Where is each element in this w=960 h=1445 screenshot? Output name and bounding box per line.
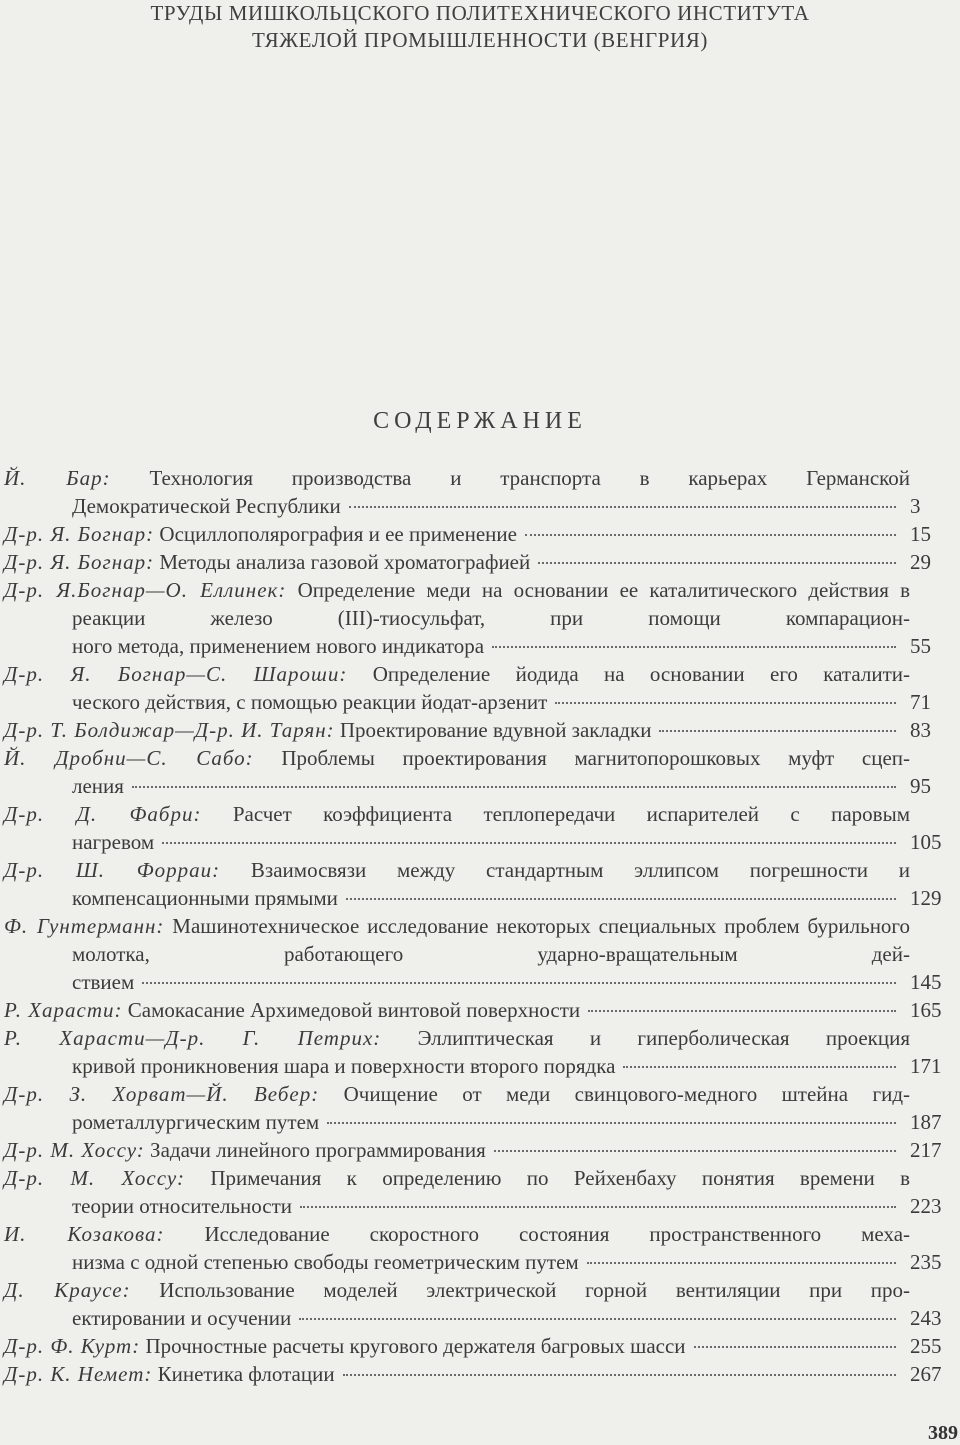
toc-entry-page: 29: [910, 550, 931, 574]
toc-entry-title-line: Исследование скоростного состояния пространственного меха-: [204, 1222, 911, 1246]
toc-entry-page: 267: [910, 1362, 942, 1386]
toc-entry-page: 145: [910, 970, 942, 994]
leader-dots: [494, 1150, 896, 1152]
toc-entry: [4, 800, 956, 856]
toc-entry-title-line: Кинетика флотации: [157, 1362, 335, 1386]
leader-dots: [346, 898, 896, 900]
toc-entry-title-line: Эллиптическая и гиперболическая проекция: [417, 1026, 910, 1050]
toc-entry-title-line: Определение меди на основании ее каталитического: [297, 578, 798, 602]
toc-entry-author: Д. Краусе:: [4, 1278, 131, 1302]
toc-entry-title-line: Расчет коэффициента теплопередачи испарителей с паровым: [232, 802, 910, 826]
toc-entry-page: 171: [910, 1054, 942, 1078]
toc-entry-title-line: нагревом: [72, 830, 155, 854]
leader-dots: [132, 786, 896, 788]
toc-entry-author: Д-р. Т. Болдижар—Д-р. И. Тарян:: [4, 718, 335, 742]
toc-entry-page: 165: [910, 998, 942, 1022]
toc-entry-title-line: кривой проникновения шара и поверхности второго порядка: [72, 1054, 616, 1078]
toc-entry-title-line: рометаллургическим путем: [72, 1110, 320, 1134]
toc-entry-author: Д-р. Ш. Форраи:: [4, 858, 221, 882]
toc-entry-title-line: Осциллополярография и ее применение: [159, 522, 517, 546]
toc-entry-title-line: Примечания к определению по Рейхенбаху понятия времени в: [210, 1166, 911, 1190]
toc-entry-page: 71: [910, 690, 931, 714]
toc-entry-title-line: ческого действия, с помощью реакции йодат-арзенит: [72, 690, 548, 714]
leader-dots: [659, 730, 896, 732]
toc-entry-title-line: ного метода, применением нового индикатора: [72, 634, 485, 658]
toc-entry: [4, 1332, 956, 1360]
toc-entry-title-line: Методы анализа газовой хроматографией: [159, 550, 531, 574]
toc-entry-author: Д-р. Ф. Курт:: [4, 1334, 141, 1358]
toc-entry-author: Д-р. М. Хоссу:: [4, 1138, 145, 1162]
toc-entry-author: Д-р. Я.Богнар—О. Еллинек:: [4, 578, 287, 602]
toc-entry-page: 55: [910, 634, 931, 658]
leader-dots: [349, 506, 896, 508]
toc-entry-title-line: теории относительности: [72, 1194, 292, 1218]
toc-entry-title-line: ствием: [72, 970, 135, 994]
toc-entry: [4, 1276, 956, 1332]
toc-entry: [4, 912, 956, 996]
toc-entry-title-line: Проблемы проектирования магнитопорошковых муфт сцеп-: [281, 746, 911, 770]
toc-entry: [4, 1024, 956, 1080]
toc-entry-title-line: Машинотехническое исследование некоторых специальных: [172, 914, 717, 938]
toc-entry-author: Д-р. Я. Богнар:: [4, 550, 155, 574]
toc-entry-title-line: Самокасание Архимедовой винтовой поверхности: [127, 998, 581, 1022]
toc-entry-author: Д-р. Я. Богнар—С. Шароши:: [4, 662, 348, 686]
toc-entry-title-line: действия в реакции железо (III)-тиосульфат, при помощи компарацион-: [72, 578, 911, 630]
leader-dots: [492, 646, 896, 648]
toc-entry-title-line: проблем бурильного молотка, работающего ударно-вращательным дей-: [72, 914, 911, 966]
leader-dots: [623, 1066, 896, 1068]
toc-entry-page: 255: [910, 1334, 942, 1358]
toc-entry-page: 243: [910, 1306, 942, 1330]
table-of-contents: [4, 464, 956, 1388]
toc-entry-author: Ф. Гунтерманн:: [4, 914, 165, 938]
toc-entry-page: 105: [910, 830, 942, 854]
toc-entry-page: 223: [910, 1194, 942, 1218]
page-number: 389: [928, 1422, 958, 1444]
toc-entry-page: 129: [910, 886, 942, 910]
toc-entry-page: 217: [910, 1138, 942, 1162]
toc-entry-page: 3: [910, 494, 921, 518]
toc-entry-title-line: ления: [72, 774, 124, 798]
header-line-1: ТРУДЫ МИШКОЛЬЦСКОГО ПОЛИТЕХНИЧЕСКОГО ИНСТИТУТА: [150, 1, 810, 25]
running-header: [0, 0, 960, 54]
toc-entry: [4, 576, 956, 660]
toc-entry-page: 15: [910, 522, 931, 546]
toc-entry-author: Р. Харасти:: [4, 998, 123, 1022]
toc-entry-page: 95: [910, 774, 931, 798]
toc-entry: [4, 1360, 956, 1388]
toc-entry-title-line: низма с одной степенью свободы геометрическим путем: [72, 1250, 579, 1274]
toc-entry: [4, 744, 956, 800]
toc-entry: [4, 716, 956, 744]
toc-entry: [4, 660, 956, 716]
toc-entry-page: 187: [910, 1110, 942, 1134]
leader-dots: [587, 1262, 896, 1264]
toc-entry-title-line: Задачи линейного программирования: [150, 1138, 486, 1162]
toc-entry-author: Д-р. Я. Богнар:: [4, 522, 155, 546]
toc-entry: [4, 1164, 956, 1220]
toc-entry-title-line: Прочностные расчеты кругового держателя багровых шасси: [145, 1334, 686, 1358]
toc-title: СОДЕРЖАНИЕ: [373, 408, 587, 434]
toc-entry: [4, 464, 956, 520]
toc-entry-title-line: Использование моделей электрической горной вентиляции при про-: [159, 1278, 910, 1302]
toc-entry-title-line: Взаимосвязи между стандартным эллипсом погрешности и: [250, 858, 911, 882]
toc-entry-title-line: Определение йодида на основании его каталити-: [372, 662, 910, 686]
toc-entry-author: Й. Бар:: [4, 466, 111, 490]
toc-entry-author: Д-р. З. Хорват—Й. Вебер:: [4, 1082, 320, 1106]
toc-entry-title-line: компенсационными прямыми: [72, 886, 338, 910]
toc-entry-author: Р. Харасти—Д-р. Г. Петрих:: [4, 1026, 382, 1050]
leader-dots: [162, 842, 896, 844]
toc-entry-author: Д-р. К. Немет:: [4, 1362, 153, 1386]
toc-entry-title-line: Демократической Республики: [72, 494, 341, 518]
toc-entry-author: И. Козакова:: [4, 1222, 165, 1246]
leader-dots: [142, 982, 896, 984]
leader-dots: [694, 1346, 896, 1348]
toc-entry: [4, 548, 956, 576]
toc-entry: [4, 1136, 956, 1164]
leader-dots: [538, 562, 896, 564]
toc-entry: [4, 996, 956, 1024]
leader-dots: [555, 702, 896, 704]
leader-dots: [299, 1318, 896, 1320]
leader-dots: [343, 1374, 896, 1376]
toc-entry: [4, 1220, 956, 1276]
toc-entry-author: Й. Дробни—С. Сабо:: [4, 746, 254, 770]
toc-entry-title-line: Технология производства и транспорта в карьерах Германской: [149, 466, 911, 490]
toc-entry-title-line: Проектирование вдувной закладки: [339, 718, 652, 742]
toc-entry-title-line: ектировании и осучении: [72, 1306, 292, 1330]
toc-entry: [4, 856, 956, 912]
header-line-2: ТЯЖЕЛОЙ ПРОМЫШЛЕННОСТИ (ВЕНГРИЯ): [252, 28, 708, 52]
toc-entry-author: Д-р. Д. Фабри:: [4, 802, 202, 826]
leader-dots: [300, 1206, 896, 1208]
leader-dots: [525, 534, 896, 536]
toc-entry-author: Д-р. М. Хоссу:: [4, 1166, 185, 1190]
toc-entry-page: 83: [910, 718, 931, 742]
toc-entry: [4, 1080, 956, 1136]
toc-entry-title-line: Очищение от меди свинцового-медного штейна гид-: [343, 1082, 910, 1106]
toc-entry-page: 235: [910, 1250, 942, 1274]
leader-dots: [327, 1122, 896, 1124]
leader-dots: [588, 1010, 896, 1012]
toc-entry: [4, 520, 956, 548]
